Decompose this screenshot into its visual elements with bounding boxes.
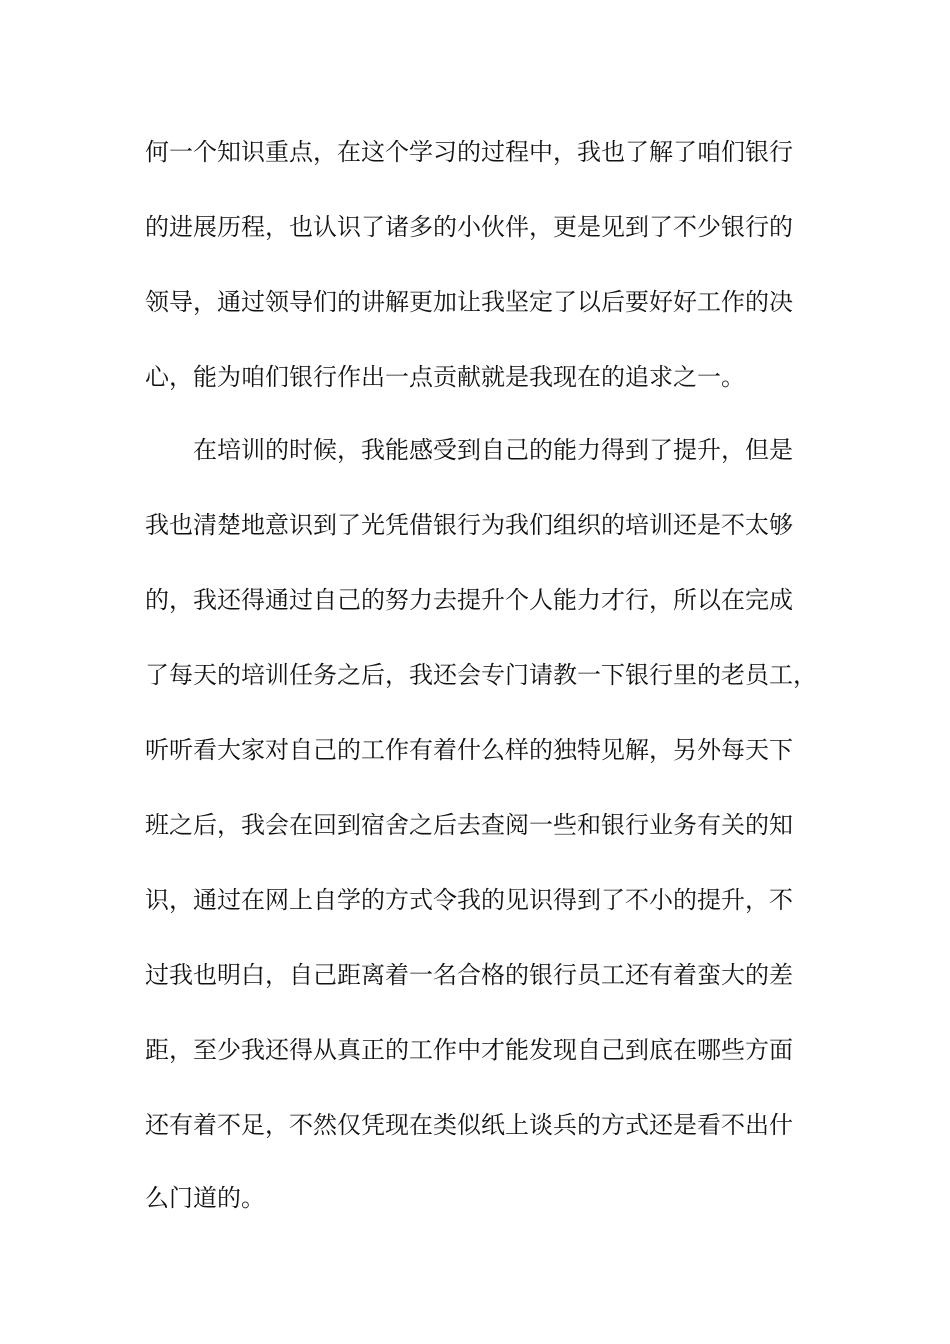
paragraph-2-line-7: 识，通过在网上自学的方式令我的见识得到了不小的提升，不 [145, 886, 793, 914]
paragraph-2-line-10: 还有着不足，不然仅凭现在类似纸上谈兵的方式还是看不出什 [145, 1111, 793, 1139]
paragraph-2-line-3: 的，我还得通过自己的努力去提升个人能力才行，所以在完成 [145, 586, 793, 614]
paragraph-1-line-1: 何一个知识重点，在这个学习的过程中，我也了解了咱们银行 [145, 138, 793, 166]
paragraph-1-line-3: 领导，通过领导们的讲解更加让我坚定了以后要好好工作的决 [145, 288, 793, 316]
paragraph-2-line-1: 在培训的时候，我能感受到自己的能力得到了提升，但是 [193, 436, 793, 464]
paragraph-2-line-8: 过我也明白，自己距离着一名合格的银行员工还有着蛮大的差 [145, 961, 793, 989]
paragraph-2-line-4: 了每天的培训任务之后，我还会专门请教一下银行里的老员工， [145, 661, 817, 689]
paragraph-2-line-6: 班之后，我会在回到宿舍之后去查阅一些和银行业务有关的知 [145, 811, 793, 839]
paragraph-2-line-9: 距，至少我还得从真正的工作中才能发现自己到底在哪些方面 [145, 1036, 793, 1064]
paragraph-2-line-2: 我也清楚地意识到了光凭借银行为我们组织的培训还是不太够 [145, 511, 793, 539]
paragraph-1-line-4: 心，能为咱们银行作出一点贡献就是我现在的追求之一。 [145, 363, 745, 391]
paragraph-1-line-2: 的进展历程，也认识了诸多的小伙伴，更是见到了不少银行的 [145, 213, 793, 241]
paragraph-2-line-11: 么门道的。 [145, 1184, 265, 1212]
paragraph-2-line-5: 听听看大家对自己的工作有着什么样的独特见解，另外每天下 [145, 736, 793, 764]
